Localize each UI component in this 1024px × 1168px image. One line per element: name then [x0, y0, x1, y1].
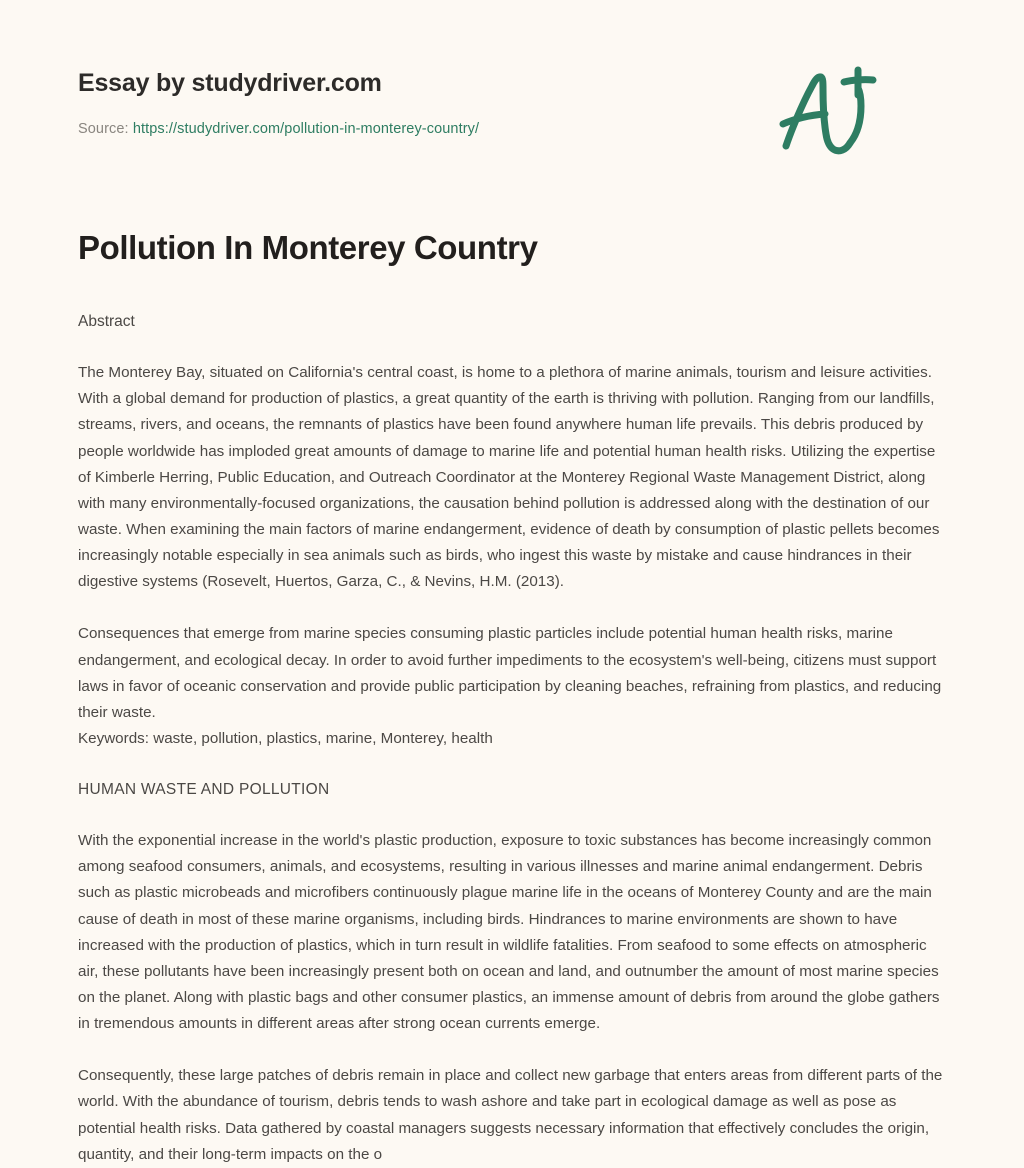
a-plus-logo-icon	[776, 62, 886, 162]
keywords-line: Keywords: waste, pollution, plastics, marine, Monterey, health	[78, 729, 493, 747]
abstract-label: Abstract	[78, 313, 135, 331]
body-paragraph-2: Consequently, these large patches of debris remain in place and collect new garbage that enters areas from different parts of the world. With the abundance of tourism, debris tends to wash ashore and take part in ecological damage as well as pose as potential health risks. Data gathered by coastal managers suggests necessary information that effectively concludes the origin, quantity, and their long-term impacts on the o	[78, 1067, 943, 1163]
abstract-paragraph-1: The Monterey Bay, situated on California's central coast, is home to a plethora of marine animals, tourism and leisure activities. With a global demand for production of plastics, a great quantity of the earth is thriving with pollution. Ranging from our landfills, streams, rivers, and oceans, the remnants of plastics have been found anywhere human life prevails. This debris produced by people worldwide has imploded great amounts of damage to marine life and potential human health risks. Utilizing the expertise of Kimberle Herring, Public Education, and Outreach Coordinator at the Monterey Regional Waste Management District, along with many environmentally-focused organizations, the causation behind pollution is addressed along with the destination of our waste. When examining the main factors of marine endangerment, evidence of death by consumption of plastic pellets becomes increasingly notable especially in sea animals such as birds, who ingest this waste by mistake and cause hindrances in their digestive systems (Rosevelt, Huertos, Garza, C., & Nevins, H.M. (2013).	[78, 364, 940, 591]
abstract-paragraph-2: Consequences that emerge from marine species consuming plastic particles include potential human health risks, marine endangerment, and ecological decay. In order to avoid further impediments to the ecosystem's well-being, citizens must support laws in favor of oceanic conservation and provide public participation by cleaning beaches, refraining from plastics, and reducing their waste.	[78, 625, 942, 721]
document-header	[78, 0, 946, 139]
section-heading-human-waste-and-pollution: HUMAN WASTE AND POLLUTION	[78, 781, 330, 799]
source-url-link[interactable]: https://studydriver.com/pollution-in-monterey-country/	[132, 121, 480, 137]
source-label: Source:	[78, 121, 133, 137]
article-body	[78, 227, 946, 1168]
page-title: Pollution In Monterey Country	[78, 228, 538, 266]
body-paragraph-1: With the exponential increase in the world's plastic production, exposure to toxic substances has become increasingly common among seafood consumers, animals, and ecosystems, resulting in various illnesses and marine animal endangerment. Debris such as plastic microbeads and microfibers continuously plague marine life in the oceans of Monterey County and are the main cause of death in most of these marine organisms, including birds. Hindrances to marine environments are shown to have increased with the production of plastics, which in turn result in wildlife fatalities. From seafood to some effects on atmospheric air, these pollutants have been increasingly present both on ocean and land, and outnumber the amount of most marine species on the planet. Along with plastic bags and other consumer plastics, an immense amount of debris from around the globe gathers in tremendous amounts in different areas after strong ocean currents emerge.	[78, 832, 940, 1033]
essay-byline: Essay by studydriver.com	[78, 69, 382, 97]
